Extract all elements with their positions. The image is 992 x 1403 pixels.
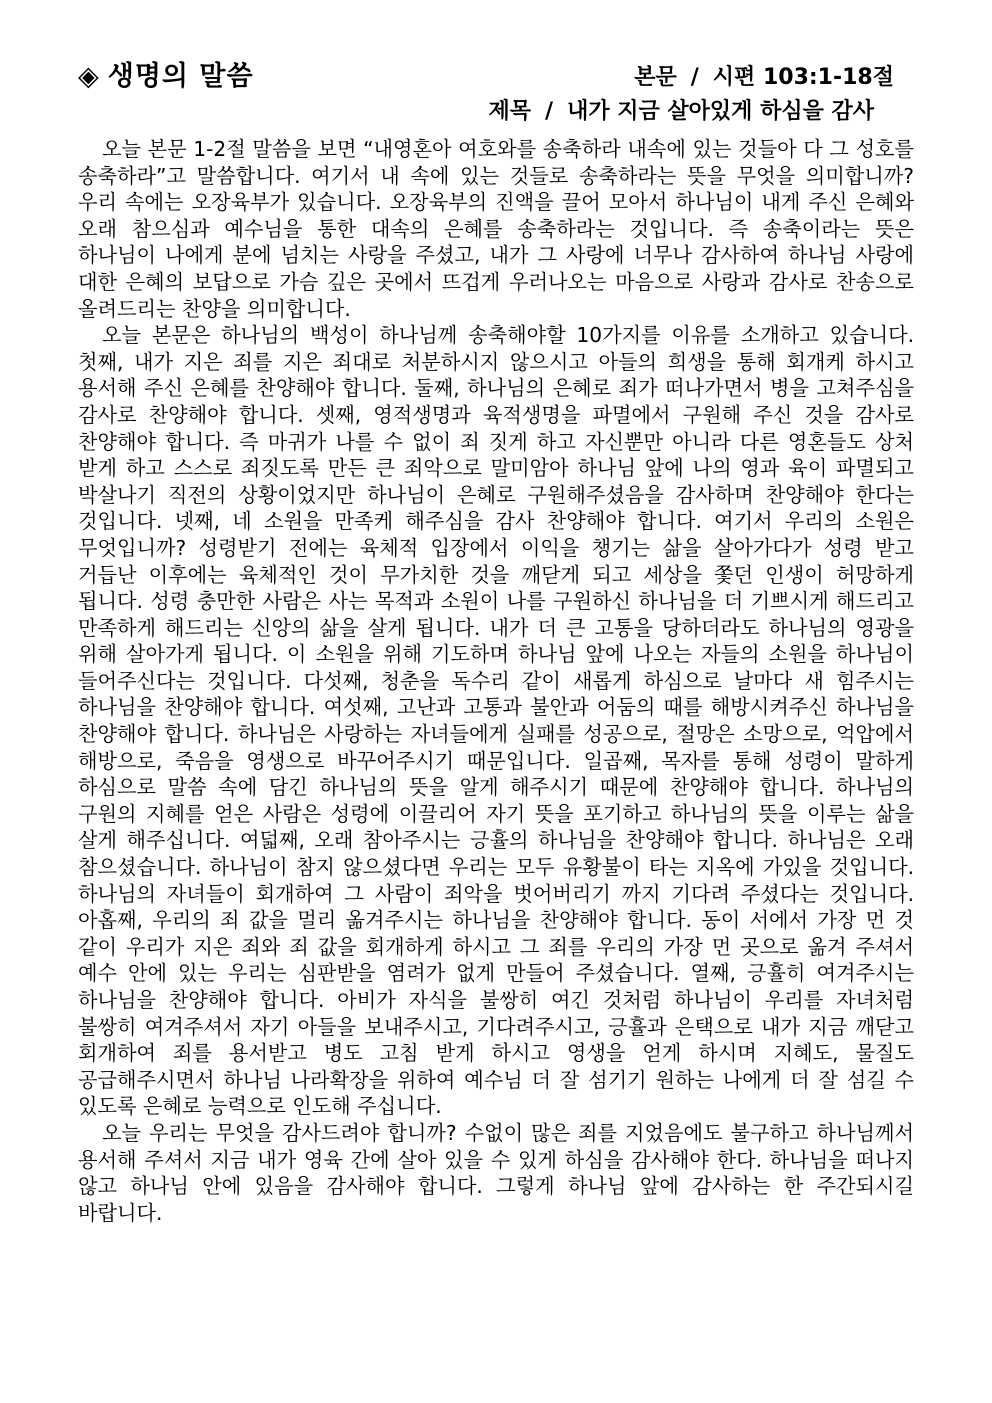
section-title: [78, 54, 254, 93]
sermon-body: [78, 136, 914, 1226]
scripture-reference: [634, 60, 894, 91]
title-separator: /: [545, 99, 554, 124]
paragraph-2: 오늘 본문은 하나님의 백성이 하나님께 송축해야할 10가지를 이유를 소개하고 있습니다. 첫째, 내가 지은 죄를 지은 죄대로 처분하시지 않으시고 아들의 희생을 통해 회개케 하시고 용서해 주신 은혜를 찬양해야 합니다. 둘째, 하나님의 은혜로 죄가 떠나가면서 병을 고쳐주심을 감사로 찬양해야 합니다. 셋째, 영적생명과 육적생명을 파멸에서 구원해 주신 것을 감사로 찬양해야 합니다. 즉 마귀가 나를 수 없이 죄 짓게 하고 자신뿐만 아니라 다른 영혼들도 상처 받게 하고 스스로 죄짓도록 만든 큰 죄악으로 말미암아 하나님 앞에 나의 영과 육이 파멸되고 박살나기 직전의 상황이었지만 하나님이 은혜로 구원해주셨음을 감사하며 찬양해야 한다는 것입니다. 넷째, 네 소원을 만족케 해주심을 감사 찬양해야 합니다. 여기서 우리의 소원은 무엇입니까? 성령받기 전에는 육체적 입장에서 이익을 챙기는 삶을 살아가다가 성령 받고 거듭난 이후에는 육체적인 것이 무가치한 것을 깨닫게 되고 세상을 쫓던 인생이 허망하게 됩니다. 성령 충만한 사람은 사는 목적과 소원이 나를 구원하신 하나님을 더 기쁘시게 해드리고 만족하게 해드리는 신앙의 삶을 살게 됩니다. 내가 더 큰 고통을 당하더라도 하나님의 영광을 위해 살아가게 됩니다. 이 소원을 위해 기도하며 하나님 앞에 나오는 자들의 소원을 하나님이 들어주신다는 것입니다. 다섯째, 청춘을 독수리 같이 새롭게 하심으로 날마다 새 힘주시는 하나님을 찬양해야 합니다. 여섯째, 고난과 고통과 불안과 어둠의 때를 해방시켜주신 하나님을 찬양해야 합니다. 하나님은 사랑하는 자녀들에게 실패를 성공으로, 절망은 소망으로, 억압에서 해방으로, 죽음을 영생으로 바꾸어주시기 때문입니다. 일곱째, 목자를 통해 성령이 말하게 하심으로 말씀 속에 담긴 하나님의 뜻을 알게 해주시기 때문에 찬양해야 합니다. 하나님의 구원의 지혜를 얻은 사람은 성령에 이끌리어 자기 뜻을 포기하고 하나님의 뜻을 이루는 삶을 살게 해주십니다. 여덟째, 오래 참아주시는 긍휼의 하나님을 찬양해야 합니다. 하나님은 오래 참으셨습니다. 하나님이 참지 않으셨다면 우리는 모두 유황불이 타는 지옥에 가있을 것입니다. 하나님의 자녀들이 회개하여 그 사람이 죄악을 벗어버리기 까지 기다려 주셨다는 것입니다. 아홉째, 우리의 죄 값을 멀리 옮겨주시는 하나님을 찬양해야 합니다. 동이 서에서 가장 먼 것 같이 우리가 지은 죄와 죄 값을 회개하게 하시고 그 죄를 우리의 가장 먼 곳으로 옮겨 주셔서 예수 안에 있는 우리는 심판받을 염려가 없게 만들어 주셨습니다. 열째, 긍휼히 여겨주시는 하나님을 찬양해야 합니다. 아비가 자식을 불쌍히 여긴 것처럼 하나님이 우리를 자녀처럼 불쌍히 여겨주셔서 자기 아들을 보내주시고, 기다려주시고, 긍휼과 은택으로 내가 지금 깨닫고 회개하여 죄를 용서받고 병도 고침 받게 하시고 영생을 얻게 하시며 지혜도, 물질도 공급해주시면서 하나님 나라확장을 위하여 예수님 더 잘 섬기기 원하는 나에게 더 잘 섬길 수 있도록 은혜로 능력으로 인도해 주십니다.: [78, 323, 914, 1119]
title-label: 제목: [488, 99, 532, 124]
scripture-ref-text: 시편 103:1-18절: [712, 65, 894, 90]
scripture-label: 본문: [634, 65, 677, 90]
diamond-bullet-icon: ◈: [78, 61, 100, 92]
title-text: 내가 지금 살아있게 하심을 감사: [567, 99, 874, 124]
section-title-text: 생명의 말씀: [107, 61, 254, 92]
paragraph-3: 오늘 우리는 무엇을 감사드려야 합니까? 수없이 많은 죄를 지었음에도 불구하고 하나님께서 용서해 주셔서 지금 내가 영육 간에 살아 있을 수 있게 하심을 감사해야 한다. 하나님을 떠나지 않고 하나님 안에 있음을 감사해야 합니다. 그렇게 하나님 앞에 감사하는 한 주간되시길 바랍니다.: [78, 1120, 914, 1225]
paragraph-1: 오늘 본문 1-2절 말씀을 보면 “내영혼아 여호와를 송축하라 내속에 있는 것들아 다 그 성호를 송축하라”고 말씀합니다. 여기서 내 속에 있는 것들로 송축하라는 뜻을 무엇을 의미합니까? 우리 속에는 오장육부가 있습니다. 오장육부의 진액을 끌어 모아서 하나님이 내게 주신 은혜와 오래 참으심과 예수님을 통한 대속의 은혜를 송축하라는 것입니다. 즉 송축이라는 뜻은 하나님이 나에게 분에 넘치는 사랑을 주셨고, 내가 그 사랑에 너무나 감사하여 하나님 사랑에 대한 은혜의 보답으로 가슴 깊은 곳에서 뜨겁게 우러나오는 마음으로 사랑과 감사로 찬송으로 올려드리는 찬양을 의미합니다.: [78, 137, 914, 321]
scripture-separator: /: [690, 65, 699, 90]
sermon-title: [489, 94, 874, 125]
page-header: [78, 48, 914, 132]
